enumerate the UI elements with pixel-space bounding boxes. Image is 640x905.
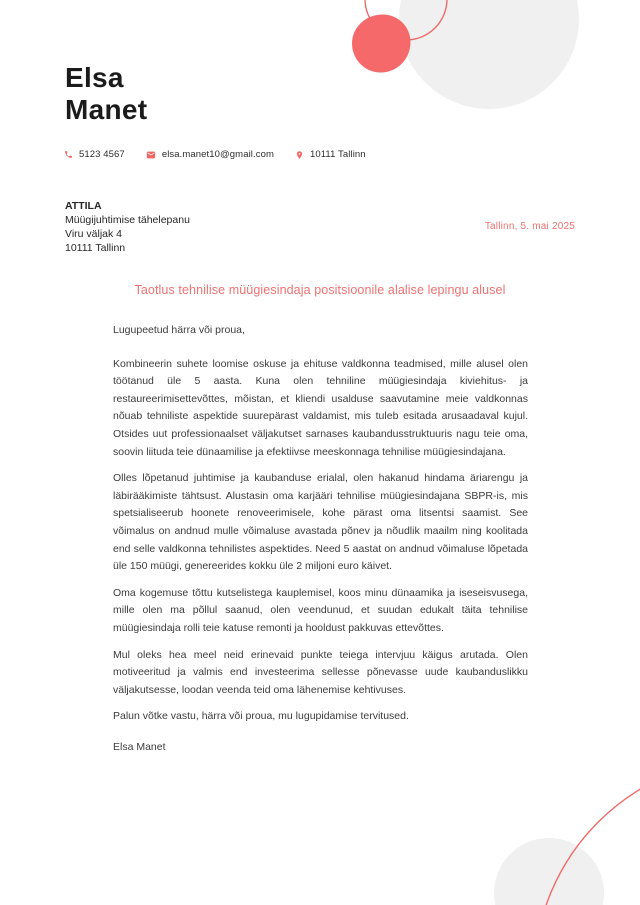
recipient-line: Müügijuhtimise tähelepanu bbox=[65, 214, 190, 226]
location-text: 10111 Tallinn bbox=[309, 149, 366, 160]
recipient-address-block bbox=[65, 199, 190, 255]
phone-number: 5123 4567 bbox=[79, 149, 125, 160]
contact-row bbox=[64, 149, 366, 160]
letter-subject: Taotlus tehnilise müügiesindaja positsioonile alalise lepingu alusel bbox=[134, 283, 506, 297]
letter-body bbox=[113, 322, 528, 765]
recipient-line: 10111 Tallinn bbox=[65, 242, 126, 254]
email-address: elsa.manet10@gmail.com bbox=[161, 149, 274, 160]
applicant-last-name: Manet bbox=[65, 94, 148, 125]
recipient-line: Viru väljak 4 bbox=[65, 228, 123, 240]
body-paragraph: Olles lõpetanud juhtimise ja kaubanduse erialal, olen hakanud hindama äriarengu ja läbirääkimiste tähtsust. Alustasin oma karjääri tehnilise müügiesindajana SBPR-is, mis spetsialiseerub hoonete renoveerimisele, kohe pärast oma litsentsi saamist. See võimalus on andnud mulle võimaluse avastada põnev ja nõudlik maailm ning koolitada end selle valdkonna tehnilistes aspektides. Need 5 aastat on andnud võimaluse lõpetada üle 150 müügi, genereerides kokku üle 2 miljoni euro käivet. bbox=[113, 472, 528, 573]
closing-line: Palun võtke vastu, härra või proua, mu lugupidamise tervitused. bbox=[113, 710, 409, 723]
contact-location bbox=[295, 149, 366, 160]
body-paragraph: Oma kogemuse tõttu kutselistega kauplemisel, koos minu dünaamika ja iseseisvusega, mille olen ma põllul saanud, olen veendunud, et suudan edukalt täita tehnilise müügiesindaja rolli teie katuse remonti ja hooldust pakkuvas ettevõttes. bbox=[113, 586, 528, 634]
contact-email bbox=[146, 149, 274, 160]
applicant-name bbox=[65, 62, 147, 126]
phone-icon bbox=[64, 150, 73, 159]
contact-phone bbox=[64, 149, 125, 160]
applicant-first-name: Elsa bbox=[65, 62, 124, 93]
recipient-company: ATTILA bbox=[65, 200, 102, 212]
map-pin-icon bbox=[295, 150, 304, 160]
envelope-icon bbox=[146, 150, 156, 160]
signature-name: Elsa Manet bbox=[113, 740, 166, 753]
body-paragraph: Kombineerin suhete loomise oskuse ja ehituse valdkonna teadmised, mille alusel olen töötanud üle 5 aasta. Kuna olen tehniline müügiesindaja kiviehitus- ja restaureerimisettevõttes, mõistan, et kliendi usalduse saavutamine meie valdkonnas nõuab tehniliste aspektide suurepärast valdamist, mis tuleb esitada arusaadaval kujul. Otsides uut professionaalset väljakutset sarnases kaubandusstruktuuris nagu teie oma, soovin liituda teie dünaamilise ja efektiivse meeskonnaga tehnilise müügiesindajana. bbox=[113, 357, 528, 458]
salutation: Lugupeetud härra või proua, bbox=[113, 324, 245, 336]
letter-date: Tallinn, 5. mai 2025 bbox=[484, 221, 575, 232]
body-paragraph: Mul oleks hea meel neid erinevaid punkte teiega intervjuu käigus arutada. Olen motiveeritud ja valmis end investeerima sellesse põnevasse uude kaubanduslikku väljakutsesse, loodan veenda teid oma lähenemise kehtivuses. bbox=[113, 648, 528, 696]
